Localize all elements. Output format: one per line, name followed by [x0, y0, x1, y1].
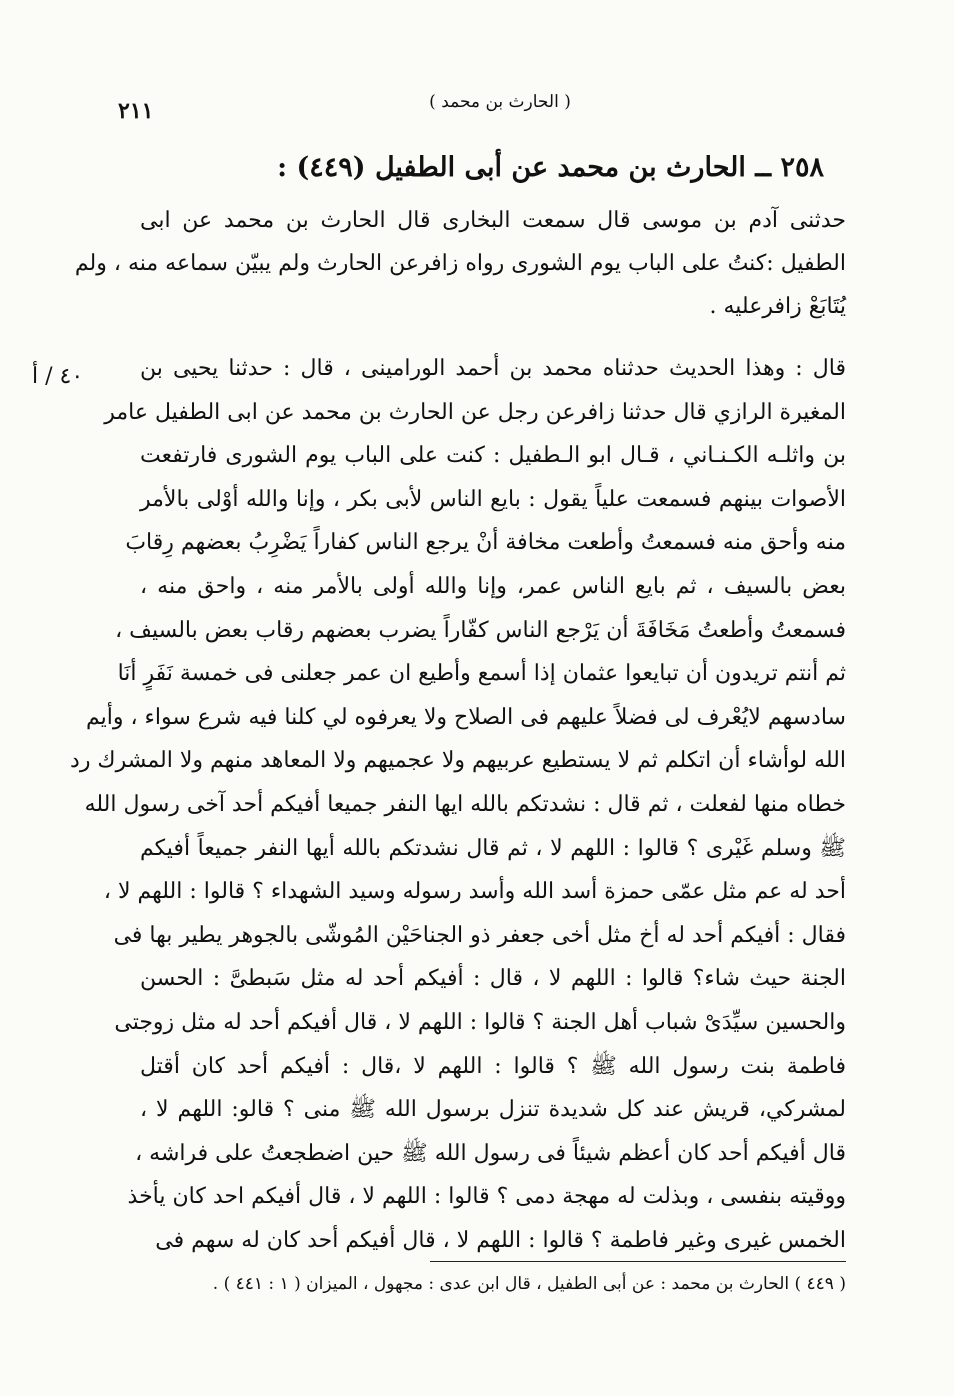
footnote-divider — [430, 1261, 846, 1262]
text-line: الله لوأشاء أن اتكلم ثم لا يستطيع عربيهم ولا عجميهم ولا المعاهد منهم ولا المشرك رد — [70, 748, 846, 774]
text-line: سادسهم لايُعْرف لى فضلاً عليهم فى الصلاح ولا يعرفوه لي كلنا فيه شرع سواء ، وأيم — [85, 704, 846, 730]
text-line: بعض بالسيف ، ثم بايع الناس عمر، وإنا والله أولى بالأمر منه ، واحق منه ، — [140, 574, 846, 599]
page-number: ٢١١ — [118, 98, 154, 124]
entry-heading: ٢٥٨ ــ الحارث بن محمد عن أبى الطفيل (٤٤٩) : — [277, 152, 824, 183]
footnote: ( ٤٤٩ ) الحارث بن محمد : عن أبى الطفيل ، قال ابن عدى : مجهول ، الميزان ( ١ : ٤٤١ ) . — [212, 1274, 846, 1294]
text-line: أحد له عم مثل عمّى حمزة أسد الله وأسد رسوله وسيد الشهداء ؟ قالوا : اللهم لا ، — [103, 879, 846, 905]
text-line: الجنة حيث شاء؟ قالوا : اللهم لا ، قال : أفيكم أحد له مثل سَبطىَّ : الحسن — [140, 966, 846, 992]
text-line: ﷺ وسلم غَيْرى ؟ قالوا : اللهم لا ، ثم قال نشدتكم بالله أيها النفر جميعاً أفيكم — [140, 835, 846, 861]
text-line: قال : وهذا الحديث حدثناه محمد بن أحمد الورامينى ، قال : حدثنا يحيى بن — [140, 356, 847, 381]
running-header: ( الحارث بن محمد ) — [429, 92, 571, 112]
text-line: الخمس غيرى وغير فاطمة ؟ قالوا : اللهم لا ، قال أفيكم أحد كان له سهم فى — [155, 1228, 846, 1253]
text-line: ووقيته بنفسى ، وبذلت له مهجة دمى ؟ قالوا : اللهم لا ، قال أفيكم احد كان يأخذ — [127, 1184, 846, 1210]
text-line: يُتَابَعْ زافرعليه . — [709, 294, 846, 319]
text-line: ثم أنتم تريدون أن تبايعوا عثمان إذا أسمع وأطيع ان عمر جعلنى فى خمسة نَفَرٍ أنَا — [117, 661, 846, 687]
text-line: والحسين سيِّدَىْ شباب أهل الجنة ؟ قالوا : اللهم لا ، قال أفيكم أحد له مثل زوجتى — [114, 1010, 846, 1035]
text-line: منه وأحق منه فسمعتُ وأطعت مخافة أنْ يرجع الناس كفاراً يَضْرِبُ بعضهم رِقابَ — [125, 530, 846, 556]
margin-folio-note: ٤٠ / أ — [32, 364, 84, 389]
text-line: فاطمة بنت رسول الله ﷺ ؟ قالوا : اللهم لا ،قال : أفيكم أحد كان أقتل — [140, 1053, 846, 1079]
text-line: قال أفيكم أحد كان أعظم شيئاً فى رسول الله ﷺ حين اضطجعتُ على فراشه ، — [135, 1140, 846, 1166]
text-line: الأصوات بينهم فسمعت علياً يقول : بايع الناس لأبى بكر ، وإنا والله أوْلى بالأمر — [140, 486, 846, 512]
text-line: خطاه منها لفعلت ، ثم قال : نشدتكم بالله ايها النفر جميعا أفيكم أحد آخى رسول الله — [84, 792, 846, 817]
text-line: بن واثلـه الكـنـاني ، قـال ابو الـطفيل : كنت على الباب يوم الشورى فارتفعت — [140, 443, 846, 469]
text-line: فقال : أفيكم أحد له أخ مثل أخى جعفر ذو الجناحَيْن المُوشّى بالجوهر يطير بها فى — [113, 922, 846, 948]
text-line: الطفيل :كنتُ على الباب يوم الشورى رواه زافرعن الحارث ولم يبيّن سماعه منه ، ولم — [74, 251, 846, 276]
text-line: المغيرة الرازي قال حدثنا زافرعن رجل عن الحارث بن محمد عن ابى الطفيل عامر — [104, 399, 846, 425]
text-line: لمشركي، قريش عند كل شديدة تنزل برسول الله ﷺ منى ؟ قالو: اللهم لا ، — [140, 1097, 846, 1123]
text-line: فسمعتُ وأطعتُ مَخَافَةَ أن يَرْجع الناس كفّاراً يضرب بعضهم رقاب بعض بالسيف ، — [115, 617, 846, 643]
text-line: حدثنى آدم بن موسى قال سمعت البخارى قال الحارث بن محمد عن ابى — [140, 208, 846, 233]
